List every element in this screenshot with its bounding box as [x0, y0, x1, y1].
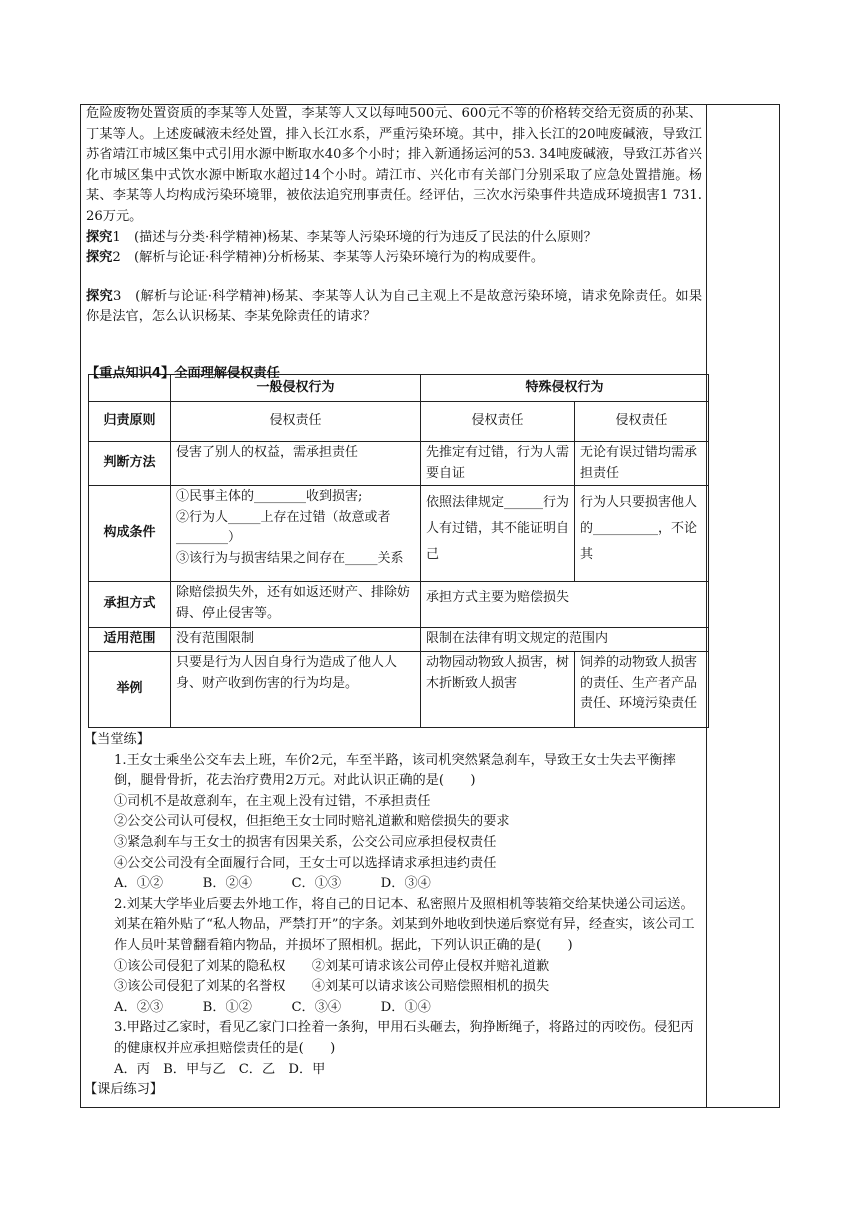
practice-title: 【当堂练】 — [84, 732, 150, 747]
element-item-3: ③该行为与损害结果之间存在_____关系 — [176, 550, 404, 566]
cell-elements-special2: 行为人只要损害他人的__________，不论其 — [575, 486, 709, 582]
row-label-principle: 归责原则 — [89, 402, 171, 442]
cell-example-general: 只要是行为人因自身行为造成了他人人身、财产收到伤害的行为均是。 — [171, 652, 421, 728]
q2-options-row-2: ③该公司侵犯了刘某的名誉权 ④刘某可以请求该公司赔偿照相机的损失 — [114, 979, 550, 995]
knowledge-title: 【重点知识4】全面理解侵权责任 — [86, 365, 280, 381]
case-section — [86, 104, 702, 384]
q3-stem: 3.甲路过乙家时，看见乙家门口拴着一条狗，甲用石头砸去，狗挣断绳子，将路过的丙咬伤。侵犯丙的健康权并应承担赔偿责任的是( ) — [114, 1020, 694, 1056]
cell-judge-special2: 无论有误过错均需承担责任 — [575, 442, 709, 486]
cell-principle-special2: 侵权责任 — [575, 402, 709, 442]
explore-1: 探究1 (描述与分类·科学精神)杨某、李某等人污染环境的行为违反了民法的什么原则？ — [86, 229, 597, 245]
element-item-2: ②行为人_____上存在过错（故意或者________） — [176, 509, 391, 545]
cell-principle-special1: 侵权责任 — [421, 402, 575, 442]
cell-judge-special1: 先推定有过错，行为人需要自证 — [421, 442, 575, 486]
cell-scope-special: 限制在法律有明文规定的范围内 — [421, 628, 709, 652]
q2-options-row-1: ①该公司侵犯了刘某的隐私权 ②刘某可请求该公司停止侵权并赔礼道歉 — [114, 958, 550, 974]
tort-liability-table — [88, 374, 709, 728]
q1-stem: 1.王女士乘坐公交车去上班，车价2元，车至半路，该司机突然紧急刹车，导致王女士失去平衡摔倒，腿骨骨折，花去治疗费用2万元。对此认识正确的是( ) — [114, 752, 676, 789]
cell-elements-special1: 依照法律规定______行为人有过错，其不能证明自己 — [421, 486, 575, 582]
header-general: 一般侵权行为 — [171, 375, 421, 402]
q1-answers: A．①② B．②④ C．①③ D．③④ — [114, 876, 431, 892]
cell-bear-special: 承担方式主要为赔偿损失 — [421, 582, 709, 628]
q2-stem: 2.刘某大学毕业后要去外地工作，将自己的日记本、私密照片及照相机等装箱交给某快递公司运送。刘某在箱外贴了“私人物品，严禁打开”的字条。刘某到外地收到快递后察觉有异，经查实，该公司工作人员叶某曾翻看箱内物品，并损坏了照相机。据此，下列认识正确的是( ) — [114, 896, 695, 953]
cell-principle-general: 侵权责任 — [171, 402, 421, 442]
header-special: 特殊侵权行为 — [421, 375, 709, 402]
q1-option-4: ④公交公司没有全面履行合同，王女士可以选择请求承担违约责任 — [114, 855, 497, 871]
cell-judge-general: 侵害了别人的权益，需承担责任 — [171, 442, 421, 486]
row-label-judge: 判断方法 — [89, 442, 171, 486]
element-item-1: ①民事主体的________收到损害; — [176, 489, 363, 504]
cell-example-special1: 动物园动物致人损害，树木折断致人损害 — [421, 652, 575, 728]
row-label-elements: 构成条件 — [89, 486, 171, 582]
after-class-title: 【课后练习】 — [84, 1082, 164, 1098]
q1-option-2: ②公交公司认可侵权，但拒绝王女士同时赔礼道歉和赔偿损失的要求 — [114, 814, 510, 830]
explore-3: 探究3 (解析与论证·科学精神)杨某、李某等人认为自己主观上不是故意污染环境，请求免除责任。如果你是法官，怎么认识杨某、李某免除责任的请求？ — [86, 288, 703, 325]
explore-2: 探究2 (解析与论证·科学精神)分析杨某、李某等人污染环境行为的构成要件。 — [86, 250, 545, 266]
row-label-bear: 承担方式 — [89, 582, 171, 628]
row-label-example: 举例 — [89, 652, 171, 728]
q1-option-1: ①司机不是故意刹车，在主观上没有过错，不承担责任 — [114, 793, 431, 809]
q2-answers: A．②③ B．①② C．③④ D．①④ — [114, 999, 431, 1015]
case-text: 危险废物处置资质的李某等人处置，李某等人又以每吨500元、600元不等的价格转交给无资质的孙某、丁某等人。上述废碱液未经处置，排入长江水系，严重污染环境。其中，排入长江的20吨废碱液，导致江苏省靖江市城区集中式引用水源中断取水40多个小时；排入新通扬运河的53. 34吨废碱液，导致江苏省兴化市城区集中式饮水源中断取水超过14个小时。靖江市、兴化市有关部门分别采取了应急处置措施。杨某、李某等人均构成污染环境罪，被依法追究刑事责任。经评估，三次水污染事件共造成环境损害1 731. 26万元。 — [86, 106, 702, 224]
practice-section — [84, 730, 702, 1101]
cell-elements-general — [171, 486, 421, 582]
q3-answers: A．丙 B．甲与乙 C．乙 D．甲 — [114, 1061, 326, 1077]
cell-scope-general: 没有范围限制 — [171, 628, 421, 652]
row-label-scope: 适用范围 — [89, 628, 171, 652]
cell-example-special2: 饲养的动物致人损害的责任、生产者产品责任、环境污染责任 — [575, 652, 709, 728]
cell-bear-general: 除赔偿损失外，还有如返还财产、排除妨碍、停止侵害等。 — [171, 582, 421, 628]
q1-option-3: ③紧急刹车与王女士的损害有因果关系，公交公司应承担侵权责任 — [114, 834, 497, 850]
